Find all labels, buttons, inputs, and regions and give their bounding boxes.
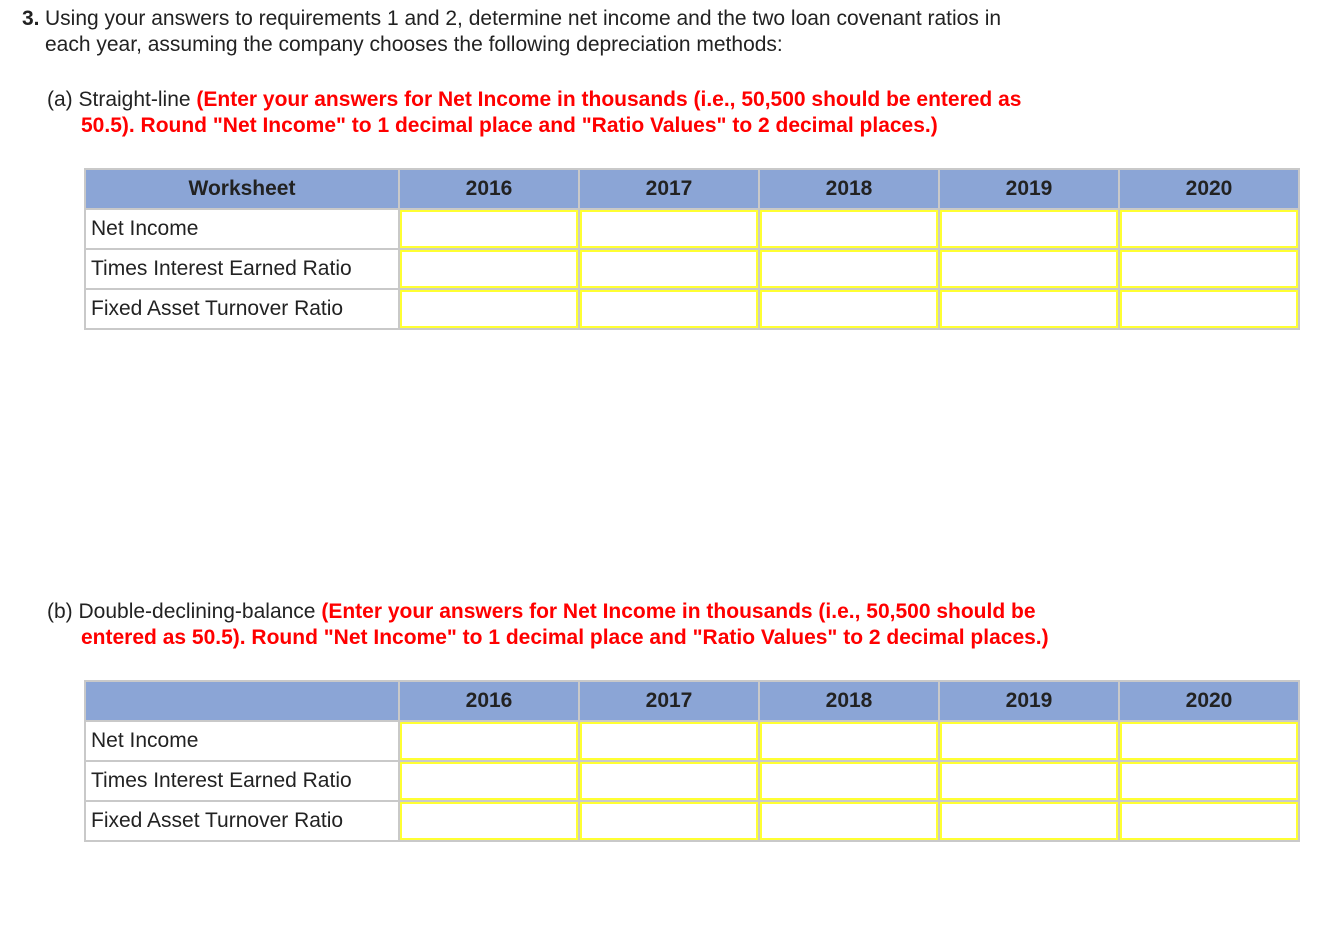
b-fixed-asset-2020-input[interactable]: [1120, 802, 1298, 840]
a-net-income-2019-input[interactable]: [940, 210, 1118, 248]
table-row: [85, 721, 1299, 761]
a-net-income-2016-input[interactable]: [400, 210, 578, 248]
year-header-2020: 2020: [1119, 169, 1299, 209]
part-a-heading: [47, 87, 1167, 139]
year-header-2016: 2016: [399, 681, 579, 721]
row-label-fixed-asset-turnover: Fixed Asset Turnover Ratio: [85, 289, 399, 329]
part-a-instruction-1: (Enter your answers for Net Income in thousands (i.e., 50,500 should be entered as: [196, 88, 1022, 111]
row-label-net-income: Net Income: [85, 209, 399, 249]
question-line-1: Using your answers to requirements 1 and 2, determine net income and the two loan covenant ratios in: [45, 7, 1002, 30]
part-b-header-row: [85, 681, 1299, 721]
year-header-2018: 2018: [759, 169, 939, 209]
a-fixed-asset-2019-input[interactable]: [940, 290, 1118, 328]
b-net-income-2019-input[interactable]: [940, 722, 1118, 760]
year-header-2019: 2019: [939, 681, 1119, 721]
part-a-worksheet-table: [84, 168, 1300, 330]
part-b-instruction-2: entered as 50.5). Round "Net Income" to 1 decimal place and "Ratio Values" to 2 decimal places.): [81, 626, 1049, 649]
a-fixed-asset-2020-input[interactable]: [1120, 290, 1298, 328]
year-header-2020: 2020: [1119, 681, 1299, 721]
year-header-2017: 2017: [579, 681, 759, 721]
question-number: 3.: [22, 7, 40, 30]
b-net-income-2020-input[interactable]: [1120, 722, 1298, 760]
table-row: [85, 761, 1299, 801]
part-a-instruction-2: 50.5). Round "Net Income" to 1 decimal place and "Ratio Values" to 2 decimal places.): [81, 114, 938, 137]
b-times-interest-2016-input[interactable]: [400, 762, 578, 800]
a-fixed-asset-2016-input[interactable]: [400, 290, 578, 328]
row-label-times-interest-earned: Times Interest Earned Ratio: [85, 761, 399, 801]
b-fixed-asset-2019-input[interactable]: [940, 802, 1118, 840]
year-header-2019: 2019: [939, 169, 1119, 209]
a-net-income-2020-input[interactable]: [1120, 210, 1298, 248]
b-times-interest-2019-input[interactable]: [940, 762, 1118, 800]
b-net-income-2017-input[interactable]: [580, 722, 758, 760]
a-fixed-asset-2017-input[interactable]: [580, 290, 758, 328]
worksheet-header-empty: [85, 681, 399, 721]
part-b-heading: [47, 599, 1167, 651]
a-net-income-2017-input[interactable]: [580, 210, 758, 248]
row-label-times-interest-earned: Times Interest Earned Ratio: [85, 249, 399, 289]
year-header-2018: 2018: [759, 681, 939, 721]
a-times-interest-2019-input[interactable]: [940, 250, 1118, 288]
b-fixed-asset-2018-input[interactable]: [760, 802, 938, 840]
b-net-income-2016-input[interactable]: [400, 722, 578, 760]
b-times-interest-2018-input[interactable]: [760, 762, 938, 800]
row-label-fixed-asset-turnover: Fixed Asset Turnover Ratio: [85, 801, 399, 841]
table-row: [85, 209, 1299, 249]
year-header-2017: 2017: [579, 169, 759, 209]
part-a-header-row: [85, 169, 1299, 209]
a-net-income-2018-input[interactable]: [760, 210, 938, 248]
year-header-2016: 2016: [399, 169, 579, 209]
question-text: [45, 6, 1125, 58]
part-a-label: (a) Straight-line: [47, 88, 191, 111]
a-times-interest-2016-input[interactable]: [400, 250, 578, 288]
b-net-income-2018-input[interactable]: [760, 722, 938, 760]
part-b-worksheet-table: [84, 680, 1300, 842]
row-label-net-income: Net Income: [85, 721, 399, 761]
part-a-line-1: [47, 87, 1167, 113]
question-line-2: each year, assuming the company chooses the following depreciation methods:: [45, 33, 783, 56]
b-times-interest-2017-input[interactable]: [580, 762, 758, 800]
b-times-interest-2020-input[interactable]: [1120, 762, 1298, 800]
a-times-interest-2020-input[interactable]: [1120, 250, 1298, 288]
part-b-instruction-1: (Enter your answers for Net Income in thousands (i.e., 50,500 should be: [321, 600, 1036, 623]
b-fixed-asset-2017-input[interactable]: [580, 802, 758, 840]
table-row: [85, 249, 1299, 289]
worksheet-header: Worksheet: [85, 169, 399, 209]
table-row: [85, 801, 1299, 841]
b-fixed-asset-2016-input[interactable]: [400, 802, 578, 840]
part-b-label: (b) Double-declining-balance: [47, 600, 316, 623]
table-row: [85, 289, 1299, 329]
a-fixed-asset-2018-input[interactable]: [760, 290, 938, 328]
part-b-line-1: [47, 599, 1167, 625]
a-times-interest-2018-input[interactable]: [760, 250, 938, 288]
a-times-interest-2017-input[interactable]: [580, 250, 758, 288]
